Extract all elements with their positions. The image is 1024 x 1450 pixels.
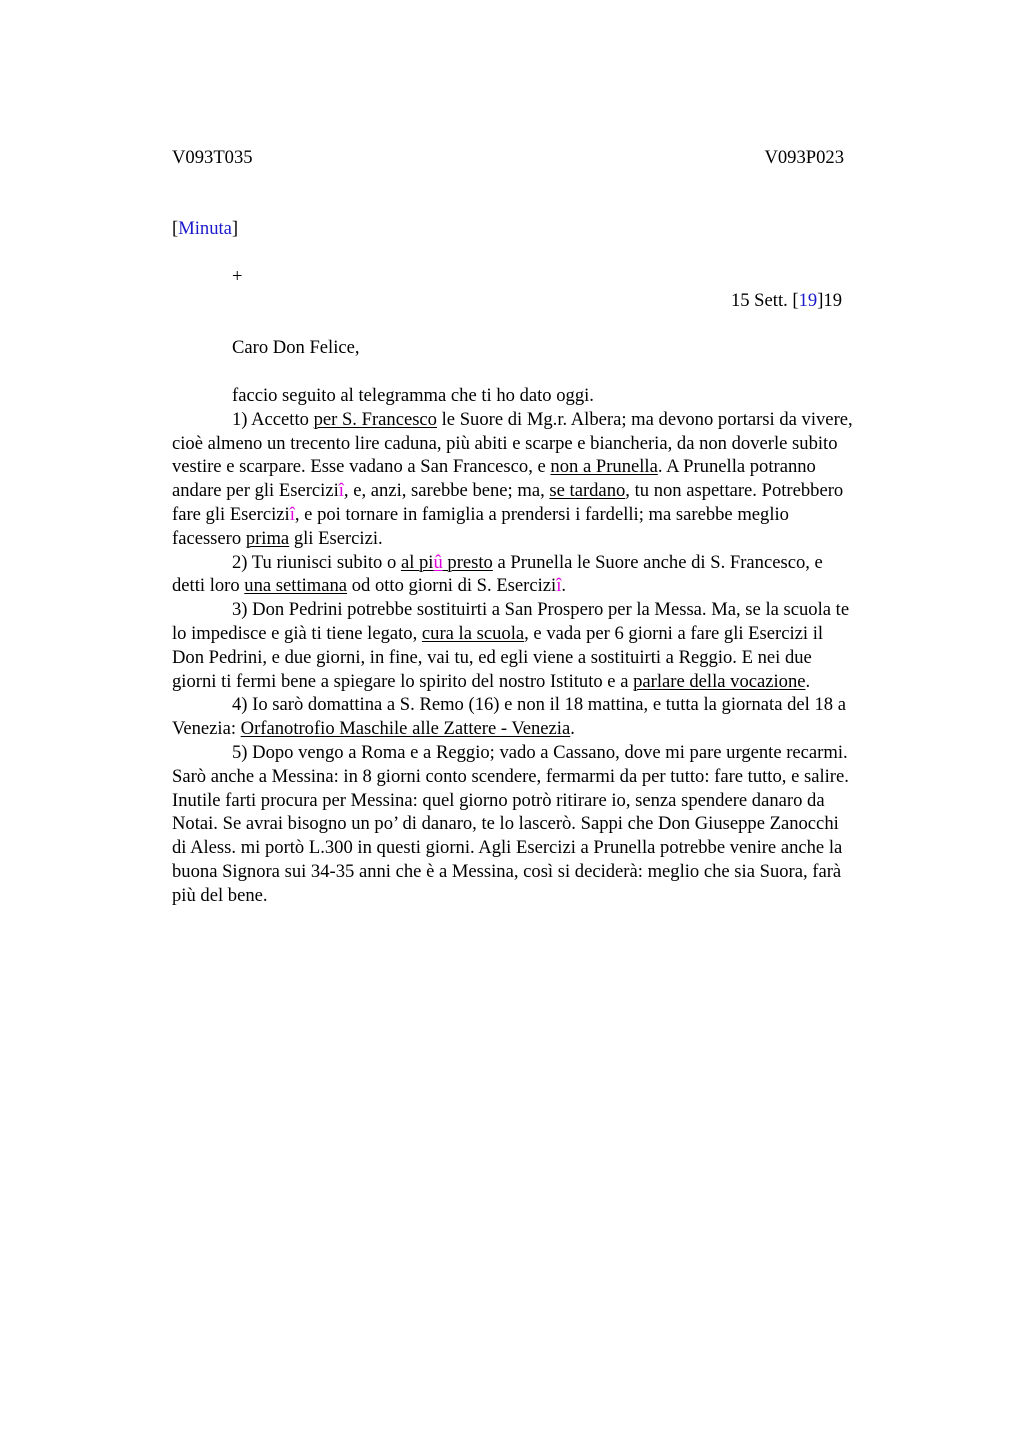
body-line <box>232 741 848 765</box>
date-prefix: 15 Sett. [ <box>730 290 799 311</box>
header-left-code: V093T035 <box>172 147 253 168</box>
text-segment: detti loro <box>172 575 245 597</box>
minuta-open-bracket: [ <box>172 218 179 239</box>
text-segment: lo impedisce e già ti tiene legato, <box>172 623 422 644</box>
minuta-label: Minuta <box>178 218 232 239</box>
text-segment: 2) Tu riunisci subito o <box>232 551 401 573</box>
underlined-text: cura la scuola <box>421 623 525 644</box>
text-segment: od otto giorni di S. Esercizi <box>347 575 557 597</box>
body-line <box>172 812 839 836</box>
cross-mark: + <box>232 266 243 287</box>
minuta-close-bracket: ] <box>231 218 239 239</box>
text-segment: faccio seguito al telegramma che ti ho dato oggi. <box>232 385 594 406</box>
text-segment: . <box>805 670 811 692</box>
underlined-text: Orfanotrofio Maschile alle Zattere - Venezia <box>240 718 571 740</box>
text-segment: . <box>561 575 567 597</box>
body-line <box>232 551 823 575</box>
text-segment: di Aless. mi portò L.300 in questi giorni. Agli Esercizi a Prunella potrebbe venire anche la <box>172 837 843 859</box>
body-line <box>172 860 841 884</box>
text-segment: a Prunella le Suore anche di S. Francesco, e <box>492 551 823 573</box>
underlined-text: una settimana <box>244 575 348 597</box>
body-line <box>172 884 268 908</box>
body-line <box>172 503 789 527</box>
body-line <box>172 836 842 860</box>
text-segment: 4) Io sarò domattina a S. Remo (16) e non il 18 mattina, e tutta la giornata del 18 a <box>232 694 846 716</box>
underlined-text: û <box>433 551 443 573</box>
text-segment: le Suore di Mg.r. Albera; ma devono portarsi da vivere, <box>436 408 853 430</box>
body-line <box>172 432 838 456</box>
underlined-text: per S. Francesco <box>313 408 437 430</box>
minuta-note <box>172 217 238 241</box>
body-line <box>232 598 849 622</box>
body-line <box>172 670 810 694</box>
salutation: Caro Don Felice, <box>232 337 360 358</box>
underlined-text: parlare della vocazione <box>633 670 806 692</box>
body-line <box>172 455 816 479</box>
text-segment: Notai. Se avrai bisogno un po’ di danaro, te lo lascerò. Sappi che Don Giuseppe Zanocchi <box>172 813 839 835</box>
text-segment: , e, anzi, sarebbe bene; ma, <box>343 480 550 502</box>
body-line <box>172 479 843 503</box>
text-segment: vestire e scarpare. Esse vadano a San Francesco, e <box>172 456 551 478</box>
text-segment: , tu non aspettare. Potrebbero <box>625 480 844 502</box>
text-segment: Don Pedrini, e due giorni, in fine, vai tu, ed egli viene a sostituirti a Reggio. E nei due <box>172 646 812 668</box>
text-segment: 3) Don Pedrini potrebbe sostituirti a San Prospero per la Messa. Ma, se la scuola te <box>232 599 850 621</box>
date-year-editorial: 19 <box>798 290 818 311</box>
text-segment: 1) Accetto <box>232 408 314 430</box>
text-segment: . A Prunella potranno <box>657 456 816 478</box>
body-line <box>172 646 812 670</box>
body-line <box>232 408 853 432</box>
date-suffix: ]19 <box>817 290 842 311</box>
text-segment: fare gli Esercizi <box>172 504 290 525</box>
body-line <box>172 622 823 646</box>
text-segment: , e vada per 6 giorni a fare gli Esercizi il <box>524 623 824 644</box>
text-segment: , e poi tornare in famiglia a prendersi i fardelli; ma sarebbe meglio <box>294 504 789 525</box>
underlined-text: presto <box>442 551 493 573</box>
body-line <box>172 527 383 551</box>
text-segment: facessero <box>172 527 246 549</box>
text-segment: Venezia: <box>172 718 241 740</box>
underlined-text: non a Prunella <box>550 456 658 478</box>
letter-date <box>731 289 842 313</box>
text-segment: Sarò anche a Messina: in 8 giorni conto scendere, fermarmi da per tutto: fare tutto, e salire. <box>172 765 849 787</box>
body-line <box>172 789 825 813</box>
body-line <box>232 693 846 717</box>
text-segment: buona Signora sui 34-35 anni che è a Messina, così si deciderà: meglio che sia Suora, farà <box>172 861 842 882</box>
text-segment: più del bene. <box>172 884 268 906</box>
underlined-text: se tardano <box>549 480 626 502</box>
text-segment: andare per gli Esercizi <box>172 480 339 502</box>
text-segment: 5) Dopo vengo a Roma e a Reggio; vado a Cassano, dove mi pare urgente recarmi. <box>232 742 848 763</box>
body-line <box>172 574 566 598</box>
underlined-text: al pi <box>400 551 434 573</box>
text-segment: gli Esercizi. <box>289 527 383 549</box>
body-line <box>172 765 849 789</box>
underlined-text: prima <box>245 527 290 549</box>
header-right-code: V093P023 <box>764 147 844 168</box>
text-segment: . <box>570 718 575 740</box>
body-line <box>172 717 575 741</box>
text-segment: Inutile farti procura per Messina: quel giorno potrò ritirare io, senza spendere danaro da <box>172 789 825 811</box>
text-segment: giorni ti fermi bene a spiegare lo spirito del nostro Istituto e a <box>172 670 634 692</box>
accent-mark: î <box>556 575 562 597</box>
accent-mark: î <box>338 480 344 502</box>
text-segment: cioè almeno un trecento lire caduna, più abiti e scarpe e biancheria, da non doverle subito <box>172 432 838 454</box>
body-line <box>232 384 594 408</box>
accent-mark: î <box>289 504 295 525</box>
